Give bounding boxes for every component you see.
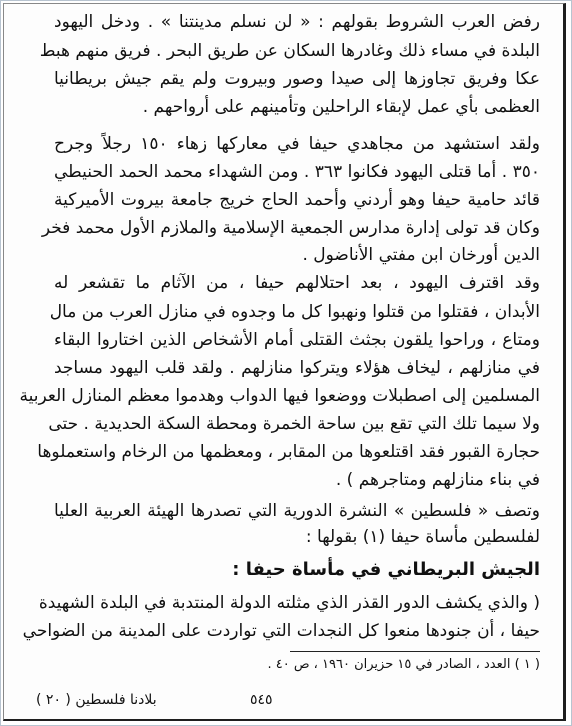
running-title: بلادنا فلسطين ( ٢٠ ): [36, 692, 157, 708]
text-line: ( والذي يكشف الدور القذر الذي مثلته الدولة المنتدبة في البلدة الشهيدة: [38, 593, 540, 613]
text-line: البلدة في مساء ذلك وغادرها السكان عن طريق البحر . فريق منهم هبط: [39, 41, 540, 61]
text-line: عكا وفريق تجاوزها إلى صيدا وصور وبيروت ولم يقم جيش بريطانيا: [54, 69, 540, 89]
page-number: ٥٤٥: [250, 692, 273, 708]
text-line: قائد حامية حيفا وهو أردني وأحمد الحاج خريج جامعة بيروت الأميركية: [54, 190, 540, 210]
text-line: لفلسطين مأساة حيفا (١) بقولها :: [305, 527, 540, 547]
text-line: الأبدان ، فقتلوا من قتلوا ونهبوا كل ما وجدوه في منازل العرب من مال: [49, 302, 540, 322]
text-line: في بناء منازلهم ومتاجرهم ) .: [335, 470, 540, 490]
text-line: في منازلهم ، ليخاف هؤلاء ويتركوا منازلهم . ولقد قلب اليهود مساجد: [54, 358, 540, 378]
text-line: ولقد استشهد من مجاهدي حيفا في معاركها زهاء ١٥٠ رجلاً وجرح: [54, 134, 540, 154]
text-line: ومتاع ، وراحوا يلقون بجثث القتلى أمام الأشخاص الذين اختاروا البقاء: [54, 330, 540, 350]
footnote-rule: [290, 651, 540, 652]
text-line: وقد اقترف اليهود ، بعد احتلالهم حيفا ، من الآثام ما تقشعر له: [54, 273, 540, 293]
text-line: حجارة القبور فقد اقتلعوها من المقابر ، ومعظمها من الرخام واستعملوها: [37, 442, 540, 462]
text-line: رفض العرب الشروط بقولهم : « لن نسلم مدينتنا » . ودخل اليهود: [54, 12, 540, 32]
text-line: حيفا ، أن جنودها منعوا كل النجدات التي تواردت على المدينة من الضواحي: [22, 621, 540, 641]
text-line: العظمى بأي عمل لإبقاء الراحلين وتأمينهم على أرواحهم .: [142, 97, 540, 117]
text-line: الدين أورخان ابن مفتي الأناضول .: [302, 245, 540, 265]
section-heading: الجيش البريطاني في مأساة حيفا :: [232, 559, 540, 580]
footnote: ( ١ ) العدد ، الصادر في ١٥ حزيران ١٩٦٠ ، ص ٤٠ .: [267, 657, 540, 672]
text-line: ولا سيما تلك التي تقع بين ساحة الخمرة ومحطة السكة الحديدية . حتى: [48, 414, 540, 434]
text-line: وتصف « فلسطين » النشرة الدورية التي تصدرها الهيئة العربية العليا: [54, 501, 540, 521]
text-line: وكان قد تولى إدارة مدارس الجمعية الإسلامية والملازم الأول محمد فخر: [41, 218, 540, 238]
text-line: المسلمين إلى اصطبلات ووضعوا فيها الدواب وهدموا معظم المنازل العربية: [19, 386, 540, 406]
text-line: ٣٥٠ . أما قتلى اليهود فكانوا ٣٦٣ . ومن الشهداء محمد الحمد الحنيطي: [54, 162, 541, 182]
